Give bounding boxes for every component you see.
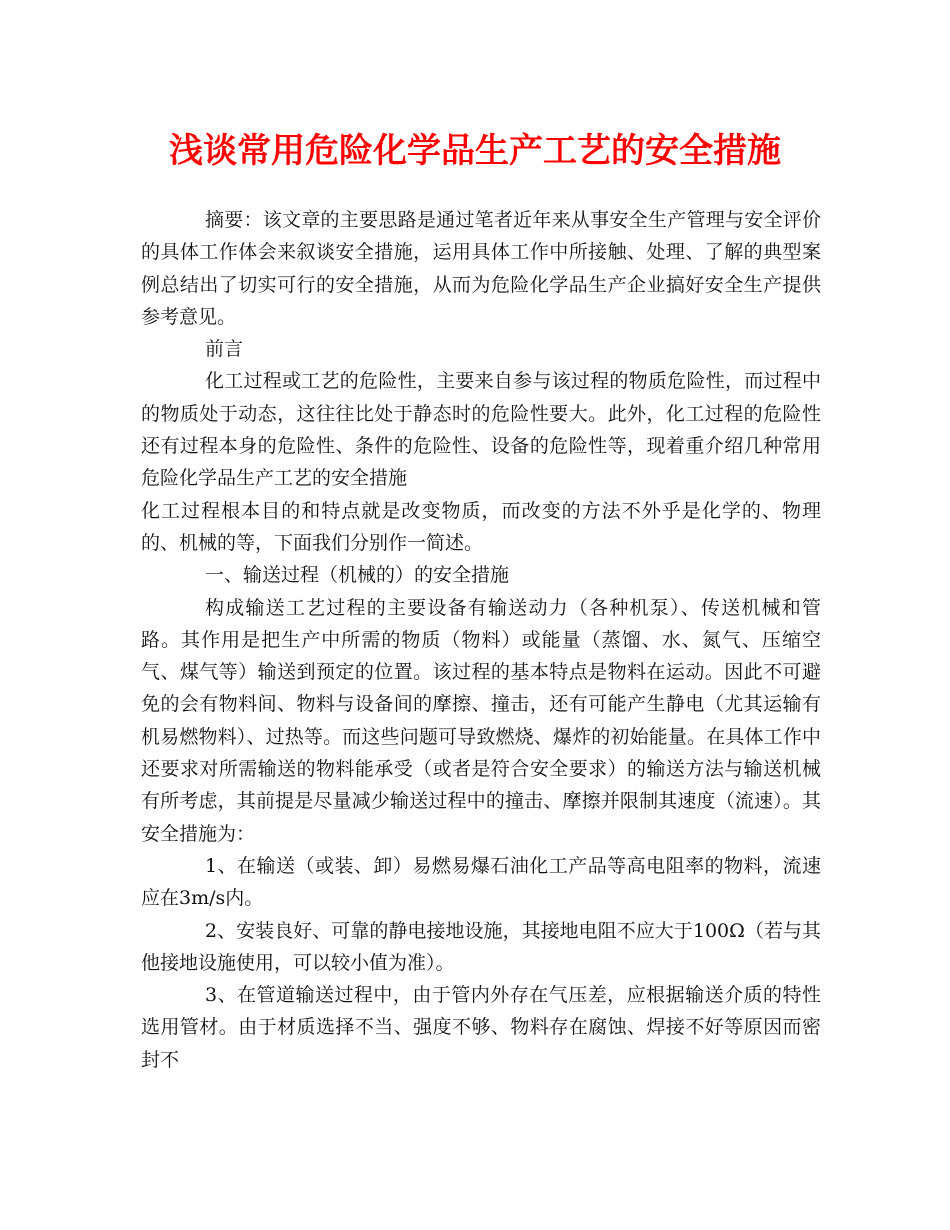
list-item-2: 2、安装良好、可靠的静电接地设施，其接地电阻不应大于100Ω（若与其他接地设施使用，可以较小值为准）。 bbox=[141, 919, 821, 974]
document-body bbox=[141, 204, 821, 1076]
paragraph-preface-heading: 前言 bbox=[205, 338, 244, 361]
paragraph-abstract: 摘要：该文章的主要思路是通过笔者近年来从事安全生产管理与安全评价的具体工作体会来叙谈安全措施，运用具体工作中所接触、处理、了解的典型案例总结出了切实可行的安全措施，从而为危险化学品生产企业搞好安全生产提供参考意见。 bbox=[141, 209, 821, 328]
paragraph-transport: 构成输送工艺过程的主要设备有输送动力（各种机泵）、传送机械和管路。其作用是把生产中所需的物质（物料）或能量（蒸馏、水、氮气、压缩空气、煤气等）输送到预定的位置。该过程的基本特点是物料在运动。因此不可避免的会有物料间、物料与设备间的摩擦、撞击，还有可能产生静电（尤其运输有机易燃物料）、过热等。而这些问题可导致燃烧、爆炸的初始能量。在具体工作中还要求对所需输送的物料能承受（或者是符合安全要求）的输送方法与输送机械有所考虑，其前提是尽量减少输送过程中的撞击、摩擦并限制其速度（流速）。其安全措施为： bbox=[141, 596, 821, 845]
list-item-1: 1、在输送（或装、卸）易燃易爆石油化工产品等高电阻率的物料，流速应在3m/s内。 bbox=[141, 854, 821, 910]
document-title: 浅谈常用危险化学品生产工艺的安全措施 bbox=[169, 131, 781, 171]
list-item-3: 3、在管道输送过程中，由于管内外存在气压差，应根据输送介质的特性选用管材。由于材质选择不当、强度不够、物料存在腐蚀、焊接不好等原因而密封不 bbox=[141, 984, 821, 1071]
paragraph-overview: 化工过程根本目的和特点就是改变物质，而改变的方法不外乎是化学的、物理的、机械的等，下面我们分别作一简述。 bbox=[141, 499, 821, 554]
paragraph-preface: 化工过程或工艺的危险性，主要来自参与该过程的物质危险性，而过程中的物质处于动态，这往往比处于静态时的危险性要大。此外，化工过程的危险性还有过程本身的危险性、条件的危险性、设备的危险性等，现着重介绍几种常用危险化学品生产工艺的安全措施 bbox=[141, 370, 821, 490]
section-heading-transport: 一、输送过程（机械的）的安全措施 bbox=[205, 564, 510, 587]
